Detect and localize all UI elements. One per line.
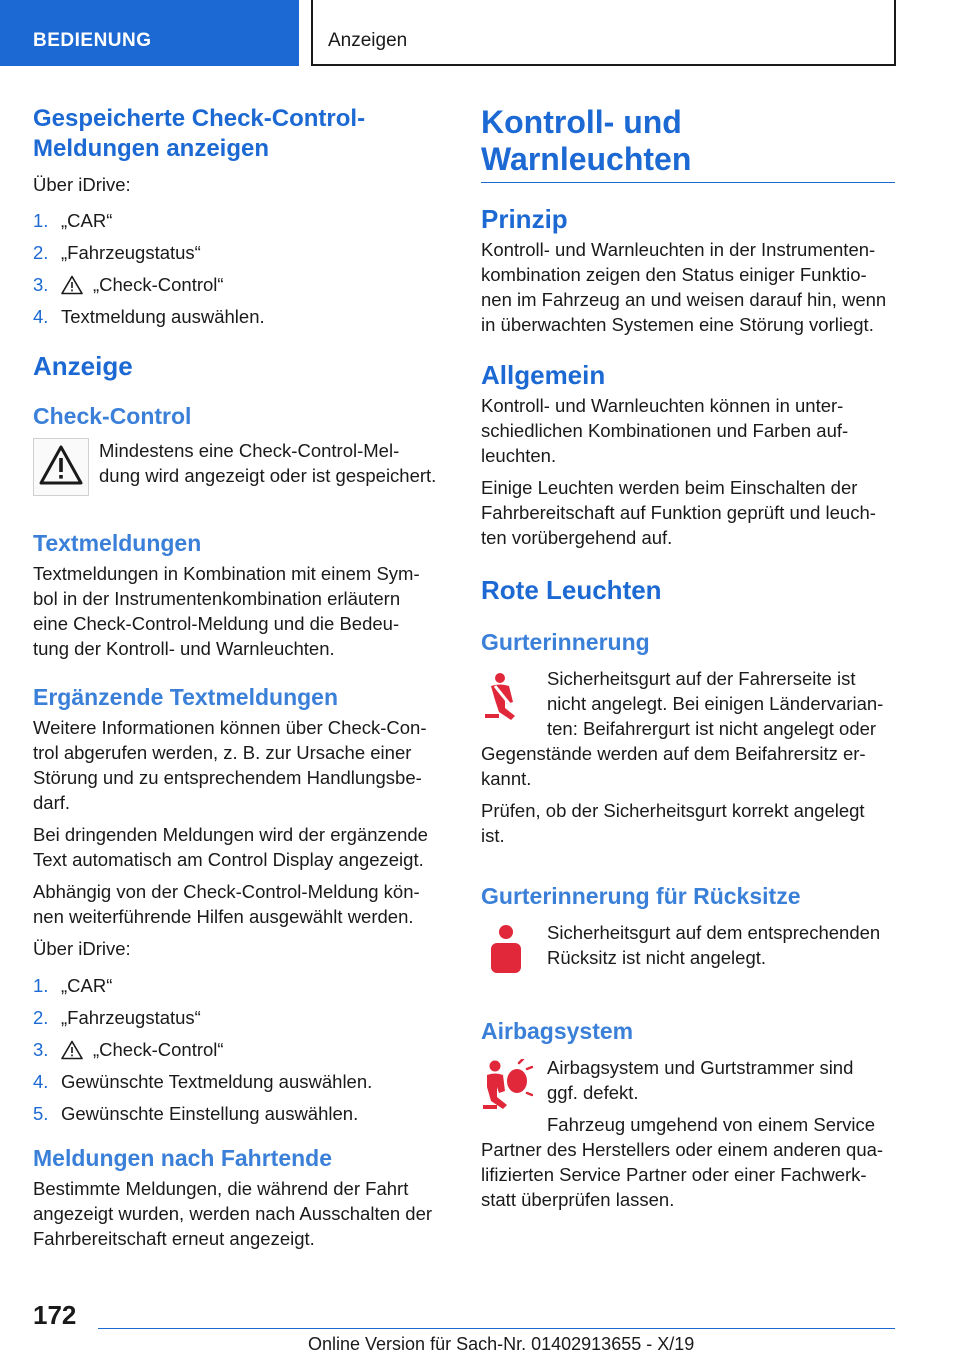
- text-line: lifizierten Service Partner oder einer Fachwerk-: [481, 1164, 867, 1185]
- rear-seatbelt-icon-box: [481, 920, 547, 981]
- warning-icon-box: [33, 438, 99, 501]
- step-text: „CAR“: [61, 210, 113, 231]
- step-number: 2.: [33, 1007, 49, 1028]
- text-line: Rücksitz ist nicht angelegt.: [547, 947, 767, 968]
- text-line: ten vorübergehend auf.: [481, 527, 673, 548]
- heading-line: Kontroll- und: [481, 104, 682, 140]
- text-line: dung wird angezeigt oder ist gespeichert.: [99, 465, 437, 486]
- list-item: [33, 208, 448, 233]
- heading-line: Warnleuchten: [481, 141, 692, 177]
- text-line: Einige Leuchten werden beim Einschalten der: [481, 477, 858, 498]
- page-number: 172: [33, 1300, 77, 1330]
- step-text: „Fahrzeugstatus“: [61, 242, 201, 263]
- step-number: 2.: [33, 242, 49, 263]
- airbag-icon: [481, 1059, 533, 1113]
- text-line: schiedlichen Kombinationen und Farben auf-: [481, 420, 849, 441]
- text-line: kombination zeigen den Status einiger Funktio-: [481, 264, 867, 285]
- heading-allgemein: Allgemein: [481, 360, 606, 390]
- heading-anzeige: Anzeige: [33, 351, 133, 381]
- text-line: Textmeldungen in Kombination mit einem Sym-: [33, 563, 420, 584]
- heading-prinzip: Prinzip: [481, 204, 568, 234]
- step-number: 1.: [33, 975, 49, 996]
- text-line: ggf. defekt.: [547, 1082, 639, 1103]
- list-item: [33, 272, 448, 297]
- text-line: Weitere Informationen können über Check-Con-: [33, 717, 427, 738]
- list-item: [33, 240, 448, 265]
- rear-seatbelt-icon: [489, 924, 523, 976]
- text-line: nen im Fahrzeug an und weisen darauf hin, wenn: [481, 289, 887, 310]
- steps-list: [33, 208, 448, 329]
- gurterinnerung-block: [481, 666, 895, 741]
- step-number: 3.: [33, 274, 49, 295]
- ruecksitze-text: [547, 920, 880, 981]
- footer-online-version: Online Version für Sach-Nr. 01402913655 - X/19: [308, 1334, 695, 1354]
- step-text: Gewünschte Einstellung auswählen.: [61, 1103, 359, 1124]
- textmeldungen-text: [33, 561, 448, 661]
- list-item: [33, 1101, 448, 1126]
- text-line: statt überprüfen lassen.: [481, 1189, 675, 1210]
- heading-check-control: Check-Control: [33, 403, 192, 429]
- step-text: „Check-Control“: [93, 1039, 224, 1060]
- step-number: 1.: [33, 210, 49, 231]
- text-line: angezeigt wurden, werden nach Ausschalten der: [33, 1203, 433, 1224]
- warning-triangle-icon: [33, 438, 89, 496]
- left-column: [33, 104, 448, 1251]
- heading-line: Meldungen anzeigen: [33, 135, 270, 162]
- heading-fahrtende: Meldungen nach Fahrtende: [33, 1145, 333, 1171]
- text-line: Bestimmte Meldungen, die während der Fahrt: [33, 1178, 409, 1199]
- text-line: kannt.: [481, 768, 532, 789]
- check-control-text: [99, 438, 436, 501]
- airbag-block: [481, 1055, 895, 1137]
- gurterinnerung-text: [547, 666, 883, 741]
- heading-textmeldungen: Textmeldungen: [33, 530, 202, 556]
- heading-gurterinnerung: Gurterinnerung: [481, 629, 650, 655]
- right-column: [481, 104, 895, 1212]
- step-text: Textmeldung auswählen.: [61, 306, 265, 327]
- seatbelt-icon: [481, 672, 523, 722]
- airbag-text: [547, 1055, 875, 1137]
- list-item: [33, 304, 448, 329]
- text-line: Prüfen, ob der Sicherheitsgurt korrekt angelegt: [481, 800, 865, 821]
- text-line: ten: Beifahrergurt ist nicht angelegt oder: [547, 718, 877, 739]
- text-line: Sicherheitsgurt auf der Fahrerseite ist: [547, 668, 856, 689]
- text-line: Bei dringenden Meldungen wird der ergänzende: [33, 824, 428, 845]
- text-line: tung der Kontroll- und Warnleuchten.: [33, 638, 335, 659]
- step-number: 4.: [33, 306, 49, 327]
- step-number: 4.: [33, 1071, 49, 1092]
- airbag-icon-box: [481, 1055, 547, 1137]
- text-line: Airbagsystem und Gurtstrammer sind: [547, 1057, 854, 1078]
- text-line: Fahrbereitschaft auf Funktion geprüft und leuch-: [481, 502, 876, 523]
- text-line: Fahrzeug umgehend von einem Service: [547, 1114, 876, 1135]
- heading-airbagsystem: Airbagsystem: [481, 1018, 634, 1044]
- list-item: [33, 1005, 448, 1030]
- airbag-rest: [481, 1137, 895, 1212]
- text-line: darf.: [33, 792, 71, 813]
- text-line: Störung und zu entsprechendem Handlungsbe-: [33, 767, 422, 788]
- text-line: bol in der Instrumentenkombination erläutern: [33, 588, 401, 609]
- gurterinnerung-rest: [481, 741, 895, 791]
- text-line: ist.: [481, 825, 505, 846]
- heading-line: Gespeicherte Check-Control-: [33, 105, 366, 132]
- warning-triangle-icon: [61, 1040, 83, 1060]
- prinzip-text: [481, 237, 895, 337]
- text-line: Kontroll- und Warnleuchten in der Instrumenten-: [481, 239, 876, 260]
- gurterinnerung-p2: [481, 798, 895, 848]
- list-item: [33, 1037, 448, 1062]
- check-control-block: [33, 438, 448, 501]
- text-line: Abhängig von der Check-Control-Meldung kön-: [33, 881, 420, 902]
- text-line: in überwachten Systemen eine Störung vorliegt.: [481, 314, 874, 335]
- text-line: trol abgerufen werden, z. B. zur Ursache einer: [33, 742, 412, 763]
- heading-kontroll-warnleuchten: [481, 104, 895, 183]
- step-text: Gewünschte Textmeldung auswählen.: [61, 1071, 373, 1092]
- step-number: 5.: [33, 1103, 49, 1124]
- text-line: leuchten.: [481, 445, 557, 466]
- heading-gurterinnerung-ruecksitze: Gurterinnerung für Rücksitze: [481, 883, 801, 909]
- text-line: nicht angelegt. Bei einigen Ländervarian-: [547, 693, 884, 714]
- page-header: [0, 0, 960, 66]
- text-line: Partner des Herstellers oder einem anderen qua-: [481, 1139, 884, 1160]
- footer-divider: [98, 1328, 895, 1329]
- list-item: [33, 973, 448, 998]
- step-number: 3.: [33, 1039, 49, 1060]
- heading-ergaenzende: Ergänzende Textmeldungen: [33, 684, 339, 710]
- ergaenzende-p3: [33, 879, 448, 929]
- heading-rote-leuchten: Rote Leuchten: [481, 575, 662, 605]
- intro-text: Über iDrive:: [33, 938, 131, 959]
- intro-text: Über iDrive:: [33, 174, 131, 195]
- step-text: „Fahrzeugstatus“: [61, 1007, 201, 1028]
- text-line: Text automatisch am Control Display angezeigt.: [33, 849, 424, 870]
- ergaenzende-p1: [33, 715, 448, 815]
- warning-triangle-icon: [61, 275, 83, 295]
- text-line: Kontroll- und Warnleuchten können in unter-: [481, 395, 844, 416]
- step-text: „Check-Control“: [93, 274, 224, 295]
- text-line: Fahrbereitschaft erneut angezeigt.: [33, 1228, 315, 1249]
- text-line: eine Check-Control-Meldung und die Bedeu-: [33, 613, 400, 634]
- text-line: Gegenstände werden auf dem Beifahrersitz er-: [481, 743, 866, 764]
- text-line: Sicherheitsgurt auf dem entsprechenden: [547, 922, 881, 943]
- list-item: [33, 1069, 448, 1094]
- seatbelt-icon-box: [481, 666, 547, 741]
- step-text: „CAR“: [61, 975, 113, 996]
- ruecksitze-block: [481, 920, 895, 981]
- section-tab: BEDIENUNG: [0, 0, 299, 66]
- text-line: nen weiterführende Hilfen ausgewählt werden.: [33, 906, 414, 927]
- allgemein-p1: [481, 393, 895, 468]
- steps-list: [33, 973, 448, 1126]
- ergaenzende-p2: [33, 822, 448, 872]
- text-line: Mindestens eine Check-Control-Mel-: [99, 440, 400, 461]
- allgemein-p2: [481, 475, 895, 550]
- heading-stored-messages: [33, 104, 448, 164]
- subsection-title: Anzeigen: [311, 0, 896, 66]
- fahrtende-text: [33, 1176, 448, 1251]
